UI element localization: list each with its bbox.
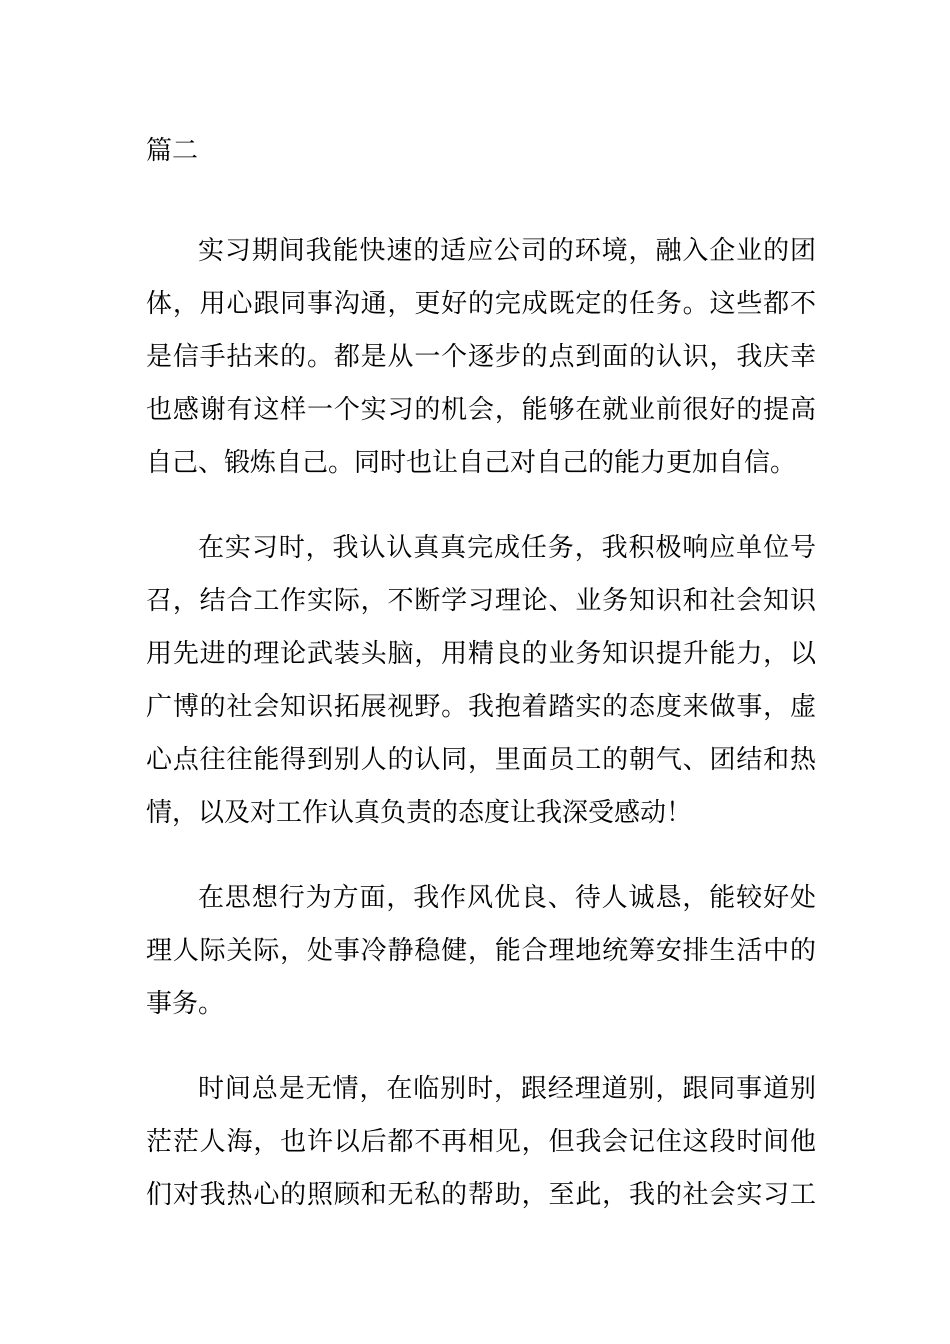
text-line: 理人际关际，处事冷静稳健，能合理地统筹安排生活中的 bbox=[146, 936, 816, 966]
text-line: 广博的社会知识拓展视野。我抱着踏实的态度来做事，虚 bbox=[146, 692, 816, 722]
paragraph-2 bbox=[146, 522, 816, 840]
text-line: 自己、锻炼自己。同时也让自己对自己的能力更加自信。 bbox=[146, 448, 797, 478]
paragraph-3 bbox=[146, 872, 816, 1031]
text-line: 心点往往能得到别人的认同，里面员工的朝气、团结和热 bbox=[146, 745, 816, 775]
text-line: 体，用心跟同事沟通，更好的完成既定的任务。这些都不 bbox=[146, 289, 816, 319]
paragraph-1 bbox=[146, 225, 816, 490]
text-line: 用先进的理论武装头脑，用精良的业务知识提升能力，以 bbox=[146, 639, 816, 669]
text-line: 茫茫人海，也许以后都不再相见，但我会记住这段时间他 bbox=[146, 1127, 816, 1157]
paragraph-4 bbox=[146, 1063, 816, 1222]
text-line: 在思想行为方面，我作风优良、待人诚恳，能较好处 bbox=[198, 883, 816, 913]
text-line: 事务。 bbox=[146, 989, 225, 1019]
text-line: 也感谢有这样一个实习的机会，能够在就业前很好的提高 bbox=[146, 395, 816, 425]
text-line: 召，结合工作实际，不断学习理论、业务知识和社会知识 bbox=[146, 586, 816, 616]
text-line: 们对我热心的照顾和无私的帮助，至此，我的社会实习工 bbox=[146, 1180, 816, 1210]
text-line: 情，以及对工作认真负责的态度让我深受感动！ bbox=[146, 798, 693, 828]
text-line: 时间总是无情，在临别时，跟经理道别，跟同事道别 bbox=[198, 1074, 816, 1104]
text-line: 是信手拈来的。都是从一个逐步的点到面的认识，我庆幸 bbox=[146, 342, 816, 372]
section-title: 篇二 bbox=[146, 136, 199, 166]
text-line: 在实习时，我认认真真完成任务，我积极响应单位号 bbox=[198, 533, 816, 563]
text-line: 实习期间我能快速的适应公司的环境，融入企业的团 bbox=[198, 236, 816, 266]
